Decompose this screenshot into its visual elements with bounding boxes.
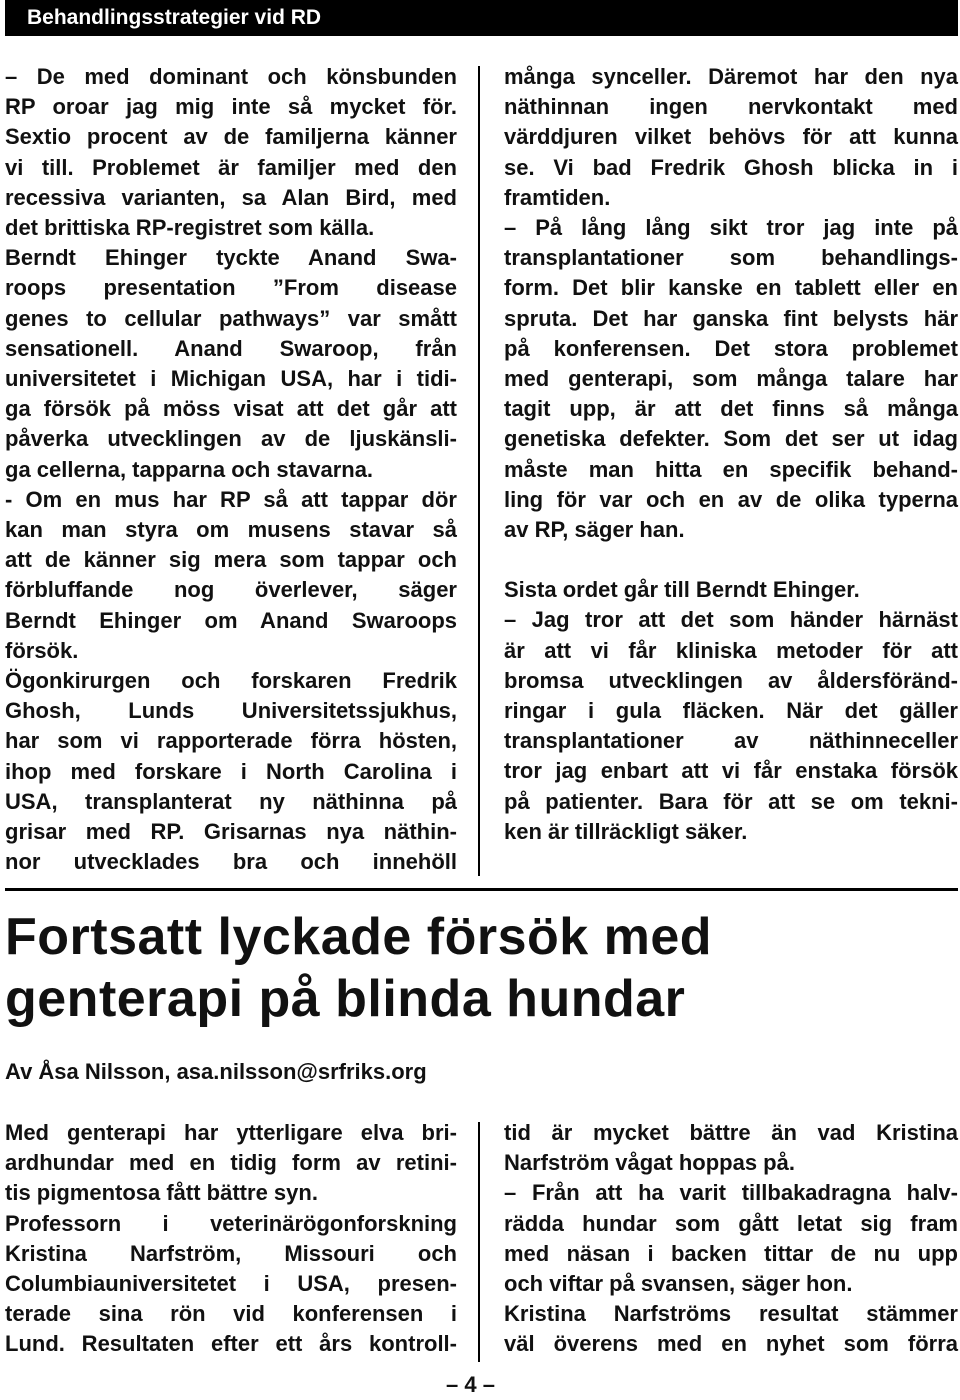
text-line: roops presentation ”From disease xyxy=(5,275,457,301)
article-separator xyxy=(5,888,958,891)
text-line: recessiva varianten, sa Alan Bird, med xyxy=(5,184,457,210)
text-line: och viftar på svansen, säger hon. xyxy=(504,1271,853,1297)
text-line: – Från att ha varit tillbakadragna halv- xyxy=(504,1180,958,1206)
text-line: det brittiska RP-registret som källa. xyxy=(5,215,375,241)
column-divider xyxy=(478,66,480,876)
article1-right-text-a xyxy=(504,62,958,545)
text-line: på konferensen. Det stora problemet xyxy=(504,335,958,361)
text-line: ihop med forskare i North Carolina i xyxy=(5,758,457,784)
text-line: bromsa utvecklingen av åldersföränd- xyxy=(504,667,958,693)
text-line: ringar i gula fläcken. När det gäller xyxy=(504,698,958,724)
text-line: ardhundar med en tidig form av retini- xyxy=(5,1150,457,1176)
text-line: terade sina rön vid konferensen i xyxy=(5,1301,457,1327)
text-line: Columbiauniversitetet i USA, presen- xyxy=(5,1271,457,1297)
text-line: tagit upp, är att det finns så många xyxy=(504,396,958,422)
article1-left-column xyxy=(5,62,457,877)
text-line: se. Vi bad Fredrik Ghosh blicka in i xyxy=(504,154,958,180)
article2-left-column xyxy=(5,1118,457,1360)
text-line: tror jag enbart att vi får enstaka försök xyxy=(504,758,958,784)
text-line: – Jag tror att det som händer härnäst xyxy=(504,607,958,633)
text-line: Ghosh, Lunds Universitetssjukhus, xyxy=(5,698,457,724)
text-line: Sextio procent av de familjerna känner xyxy=(5,124,457,150)
text-line: ga cellerna, tapparna och stavarna. xyxy=(5,456,374,482)
text-line: med näsan i backen tittar de nu upp xyxy=(504,1240,958,1266)
article2-right-column xyxy=(504,1118,958,1360)
article1-right-column xyxy=(504,62,958,847)
text-line: Narfström vågat hoppas på. xyxy=(504,1150,795,1176)
text-line: sensationell. Anand Swaroop, från xyxy=(5,335,457,361)
text-line: transplantationer av näthinneceller xyxy=(504,728,958,754)
section-header: Behandlingsstrategier vid RD xyxy=(5,0,958,36)
text-line: genetiska defekter. Som det ser ut idag xyxy=(504,426,958,452)
text-line: på patienter. Bara för att se om tekni- xyxy=(504,788,958,814)
article1-left-text xyxy=(5,62,457,877)
text-line: grisar med RP. Grisarnas nya näthin- xyxy=(5,819,457,845)
text-line: universitetet i Michigan USA, har i tidi- xyxy=(5,366,457,392)
article2-headline xyxy=(5,906,945,1030)
text-line: Med genterapi har ytterligare elva bri- xyxy=(5,1120,457,1145)
text-line: - Om en mus har RP så att tappar dör xyxy=(5,486,457,512)
text-line: vi till. Problemet är familjer med den xyxy=(5,154,457,180)
text-line: – De med dominant och könsbunden xyxy=(5,64,457,89)
column-divider xyxy=(478,1122,480,1362)
text-line: Ögonkirurgen och forskaren Fredrik xyxy=(5,668,457,694)
text-line: USA, transplanterat ny näthinna på xyxy=(5,788,457,814)
text-line: förbluffande nog överlever, säger xyxy=(5,577,457,603)
text-line: Lund. Resultaten efter ett års kontroll- xyxy=(5,1331,457,1357)
headline-line: Fortsatt lyckade försök med xyxy=(5,908,713,966)
text-line: RP oroar jag mig inte så mycket för. xyxy=(5,94,457,120)
text-line: påverka utvecklingen av de ljuskänsli- xyxy=(5,426,457,452)
text-line: näthinnan ingen nervkontakt med xyxy=(504,94,958,120)
text-line: spruta. Det har ganska fint belysts här xyxy=(504,305,958,331)
text-line: väl överens med en nyhet som förra xyxy=(504,1331,958,1357)
text-line: form. Det blir kanske en tablett eller en xyxy=(504,275,958,301)
text-line: ga försök på möss visat att det går att xyxy=(5,396,457,422)
text-line: har som vi rapporterade förra hösten, xyxy=(5,728,457,754)
text-line: Kristina Narfström, Missouri och xyxy=(5,1240,457,1266)
text-line: Sista ordet går till Berndt Ehinger. xyxy=(504,577,860,603)
article2-left-text xyxy=(5,1118,457,1360)
text-line: – På lång lång sikt tror jag inte på xyxy=(504,215,958,241)
text-line: måste man hitta en specifik behand- xyxy=(504,456,958,482)
text-line: Berndt Ehinger om Anand Swaroops xyxy=(5,607,457,633)
text-line: tis pigmentosa fått bättre syn. xyxy=(5,1180,318,1206)
text-line: framtiden. xyxy=(504,184,611,210)
text-line: genes to cellular pathways” var smått xyxy=(5,305,457,331)
article1-right-text-b xyxy=(504,575,958,847)
text-line: Professorn i veterinärögonforskning xyxy=(5,1210,457,1236)
text-line: transplantationer som behandlings- xyxy=(504,245,958,271)
text-line: med genterapi, som många talare har xyxy=(504,366,958,392)
text-line: nor utvecklades bra och innehöll xyxy=(5,849,457,875)
text-line: Kristina Narfströms resultat stämmer xyxy=(504,1301,958,1327)
text-line: ken är tillräckligt säker. xyxy=(504,818,748,844)
text-line: Berndt Ehinger tyckte Anand Swa- xyxy=(5,245,457,271)
text-line: av RP, säger han. xyxy=(504,517,685,543)
text-line: att de känner sig mera som tappar och xyxy=(5,547,457,573)
text-line: många synceller. Däremot har den nya xyxy=(504,64,958,89)
text-line: kan man styra om musens stavar så xyxy=(5,517,457,543)
article2-right-text xyxy=(504,1118,958,1360)
page-number: – 4 – xyxy=(446,1372,495,1397)
text-line: värddjuren vilket behövs för att kunna xyxy=(504,124,958,150)
text-line: rädda hundar som gått letat sig fram xyxy=(504,1210,958,1236)
text-line: är att vi får kliniska metoder för att xyxy=(504,637,958,663)
text-line: tid är mycket bättre än vad Kristina xyxy=(504,1120,958,1145)
text-line: försök. xyxy=(5,637,79,663)
headline-line: genterapi på blinda hundar xyxy=(5,970,686,1028)
text-line: ling för var och en av de olika typerna xyxy=(504,486,958,512)
article2-byline: Av Åsa Nilsson, asa.nilsson@srfriks.org xyxy=(5,1059,427,1084)
